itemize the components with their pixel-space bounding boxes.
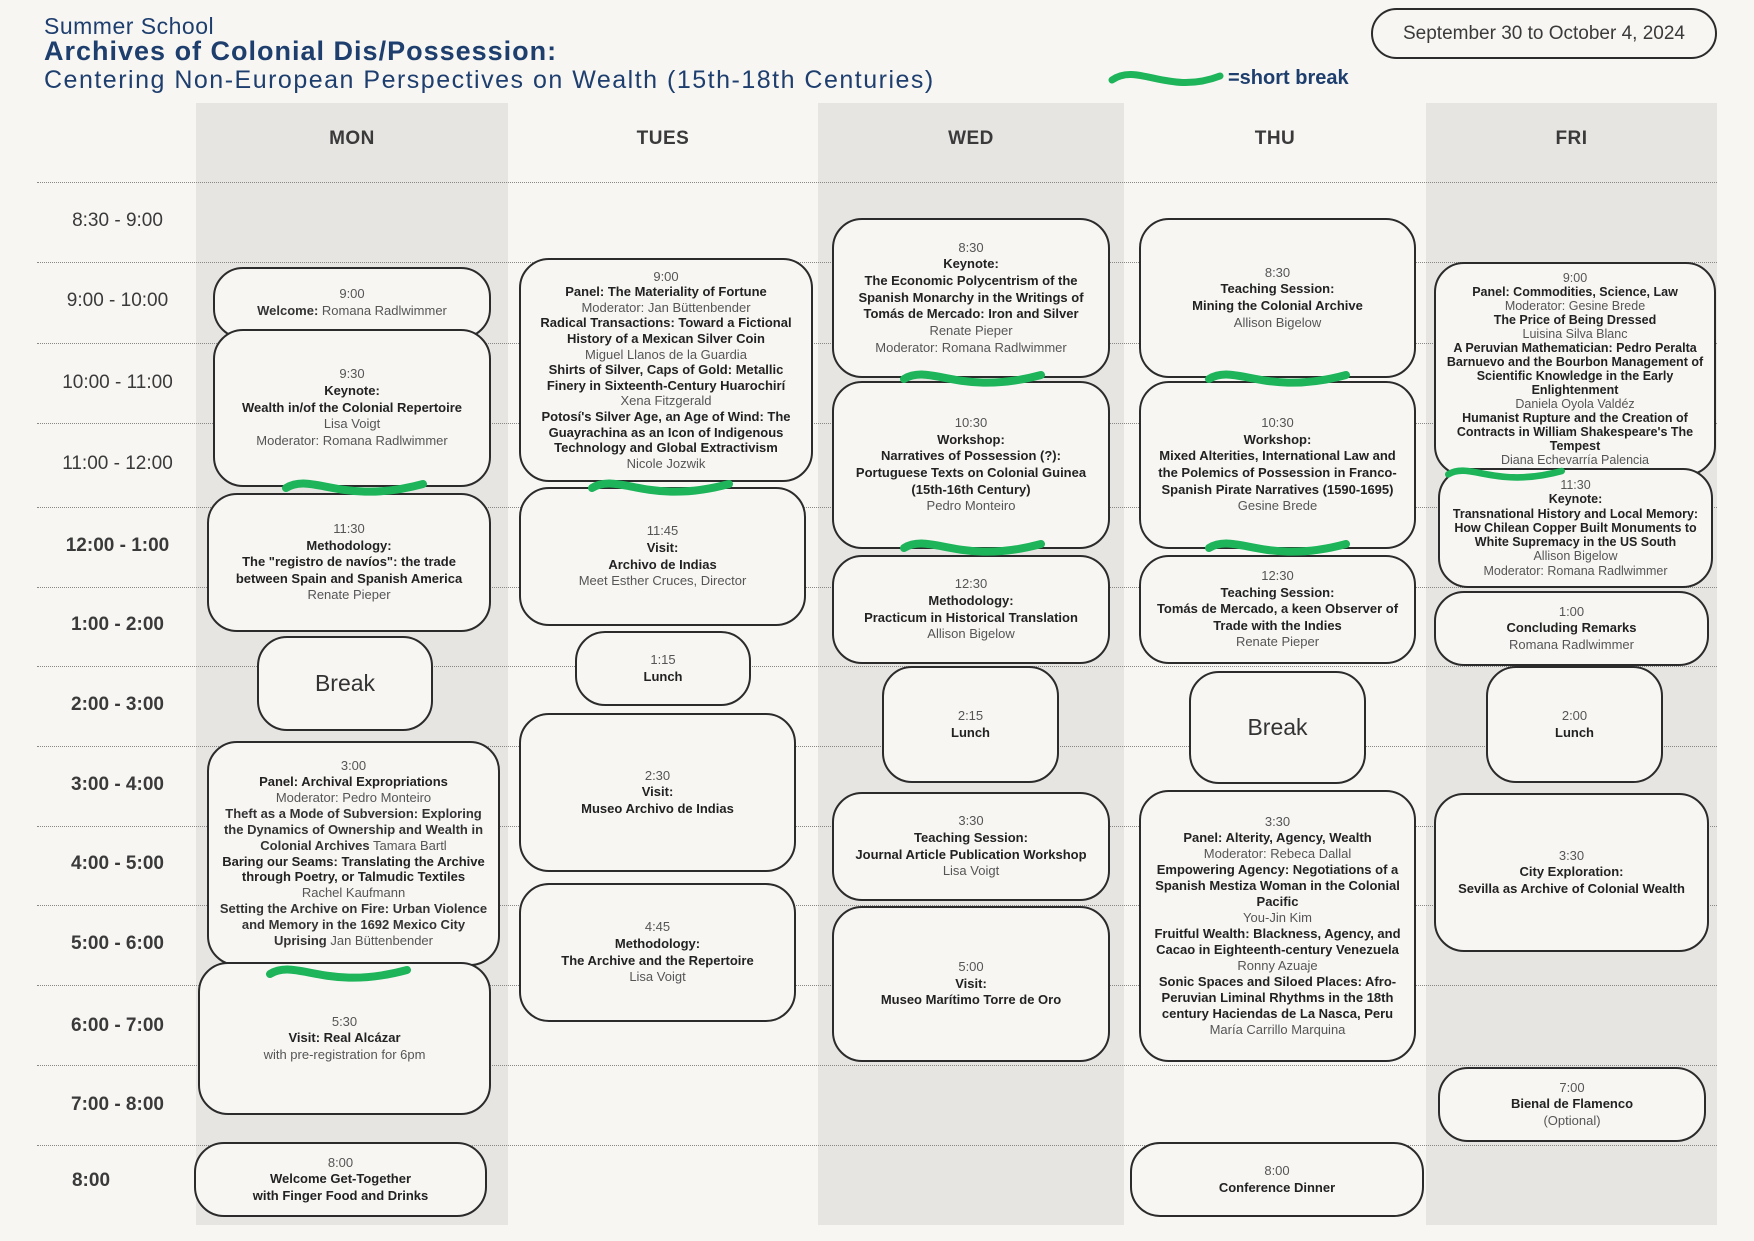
event-time: 7:00	[1559, 1079, 1585, 1095]
paper-title: A Peruvian Mathematician: Pedro Peralta Barnuevo and the Bourbon Management of Scientific Knowledge in the Early Enlightenment	[1446, 341, 1704, 397]
event-label: Visit: Real Alcázar	[288, 1030, 401, 1046]
event-label: Workshop:	[1243, 431, 1312, 447]
paper-title: Theft as a Mode of Subversion: Exploring the Dynamics of Ownership and Wealth in Colonial Archives	[223, 805, 484, 853]
event-thu-panel[interactable]	[1139, 790, 1416, 1062]
event-time: 3:30	[958, 813, 984, 829]
time-label: 12:00 - 1:00	[65, 535, 170, 556]
event-fri-city-exploration[interactable]	[1434, 793, 1709, 952]
event-label: Welcome:	[257, 303, 319, 318]
event-tues-visit-museo[interactable]	[519, 713, 796, 872]
short-break-squiggle-icon	[900, 532, 1045, 568]
event-label: Panel: Archival Expropriations	[259, 773, 448, 789]
event-label: Panel: Commodities, Science, Law	[1472, 285, 1678, 299]
day-header-tues: TUES	[636, 128, 690, 149]
event-label: Lunch	[951, 724, 990, 740]
event-wed-lunch[interactable]	[882, 666, 1059, 783]
event-time: 9:00	[1562, 271, 1588, 285]
short-break-squiggle-icon	[1445, 458, 1565, 494]
legend-label: =short break	[1228, 67, 1349, 89]
speaker: Lisa Voigt	[629, 969, 686, 985]
event-thu-teaching-mercado[interactable]	[1139, 555, 1416, 664]
speaker: Daniela Oyola Valdéz	[1515, 397, 1635, 411]
date-badge	[1371, 8, 1717, 59]
event-time: 11:30	[333, 520, 365, 536]
event-title: Wealth in/of the Colonial Repertoire	[241, 399, 463, 415]
moderator: Moderator: Romana Radlwimmer	[1483, 563, 1668, 578]
event-mon-keynote[interactable]	[213, 329, 491, 487]
day-header-wed: WED	[948, 128, 994, 149]
event-time: 12:30	[1261, 567, 1294, 583]
speaker: Luisina Silva Blanc	[1522, 327, 1628, 341]
event-mon-panel[interactable]	[207, 741, 500, 966]
speaker: Rachel Kaufmann	[301, 885, 406, 901]
event-fri-flamenco[interactable]	[1438, 1067, 1706, 1142]
speaker: You-Jin Kim	[1243, 910, 1312, 926]
paper-title: Shirts of Silver, Caps of Gold: Metallic Finery in Sixteenth-Century Huarochirí	[546, 362, 786, 393]
day-header-fri: FRI	[1555, 128, 1588, 149]
speaker: Diana Echevarría Palencia	[1501, 453, 1649, 467]
event-title: Practicum in Historical Translation	[864, 609, 1078, 625]
paper-title: Empowering Agency: Negotiations of a Spanish Mestiza Woman in the Colonial Pacific	[1155, 862, 1400, 910]
event-thu-workshop[interactable]	[1139, 381, 1416, 549]
event-time: 8:00	[1264, 1162, 1290, 1178]
speaker: Renate Pieper	[929, 322, 1013, 338]
event-wed-workshop[interactable]	[832, 381, 1110, 549]
short-break-squiggle-icon	[266, 958, 411, 994]
event-time: 5:00	[958, 959, 984, 975]
event-mon-methodology[interactable]	[207, 493, 491, 632]
event-wed-keynote[interactable]	[832, 218, 1110, 378]
event-time: 3:30	[1264, 814, 1291, 830]
paper-title: Potosí's Silver Age, an Age of Wind: The Guayrachina as an Icon of Indigenous Technology and Global Extractivism	[541, 408, 791, 456]
page-subtitle: Centering Non-European Perspectives on Wealth (15th-18th Centuries)	[44, 66, 935, 94]
event-time: 9:00	[653, 268, 679, 284]
event-label: Panel: The Materiality of Fortune	[565, 284, 767, 300]
short-break-squiggle-icon	[282, 472, 427, 508]
speaker: Lisa Voigt	[942, 863, 1000, 879]
moderator: Moderator: Romana Radlwimmer	[256, 432, 448, 448]
event-label: City Exploration:	[1519, 864, 1624, 880]
time-label: 8:30 - 9:00	[72, 210, 163, 231]
day-header-thu: THU	[1254, 128, 1296, 149]
event-title: Museo Archivo de Indias	[581, 800, 734, 816]
event-label: Keynote:	[1548, 492, 1603, 507]
time-label: 9:00 - 10:00	[66, 290, 169, 311]
event-title: Sevilla as Archive of Colonial Wealth	[1458, 880, 1685, 896]
break-label: Break	[1247, 713, 1308, 740]
event-title: The Archive and the Repertoire	[561, 952, 754, 968]
event-time: 8:00	[327, 1154, 354, 1170]
event-mon-get-together[interactable]	[194, 1142, 487, 1217]
event-label: Teaching Session:	[914, 829, 1028, 845]
event-tues-panel[interactable]	[519, 258, 813, 482]
event-label: Conference Dinner	[1218, 1179, 1336, 1195]
event-note: (Optional)	[1543, 1112, 1601, 1128]
short-break-legend-icon	[1108, 66, 1224, 94]
event-thu-dinner[interactable]	[1130, 1142, 1424, 1217]
speaker: Allison Bigelow	[1533, 549, 1618, 564]
moderator: Moderator: Jan Büttenbender	[581, 299, 751, 315]
event-time: 12:30	[954, 576, 988, 592]
moderator: Moderator: Romana Radlwimmer	[875, 339, 1067, 355]
speaker: Allison Bigelow	[927, 626, 1015, 642]
event-label: Lunch	[643, 668, 683, 684]
event-label: Concluding Remarks	[1506, 620, 1637, 636]
event-label: Keynote:	[943, 256, 999, 272]
event-fri-panel[interactable]	[1434, 262, 1716, 476]
speaker: Renate Pieper	[1235, 634, 1320, 650]
event-wed-teaching[interactable]	[832, 792, 1110, 901]
time-label: 3:00 - 4:00	[71, 774, 164, 795]
time-label: 2:00 - 3:00	[71, 694, 164, 715]
speaker: Allison Bigelow	[1233, 314, 1322, 330]
event-fri-lunch[interactable]	[1486, 666, 1663, 783]
event-title: Journal Article Publication Workshop	[855, 846, 1087, 862]
event-thu-break[interactable]	[1189, 671, 1366, 784]
speaker: Miguel Llanos de la Guardia	[585, 346, 747, 362]
event-time: 3:30	[1558, 847, 1585, 863]
time-label: 4:00 - 5:00	[71, 853, 164, 874]
event-title: Archivo de Indias	[608, 556, 717, 572]
paper-title: Humanist Rupture and the Creation of Contracts in William Shakespeare's The Tempest	[1456, 411, 1694, 453]
event-label: Workshop:	[937, 431, 1005, 447]
time-label: 11:00 - 12:00	[62, 453, 173, 474]
speaker: Romana Radlwimmer	[1509, 636, 1634, 652]
event-title: The "registro de navíos": the trade between Spain and Spanish America	[235, 554, 463, 586]
event-tues-lunch[interactable]	[575, 631, 751, 706]
speaker: Pedro Monteiro	[926, 498, 1016, 514]
event-label: Bienal de Flamenco	[1510, 1096, 1634, 1112]
event-note: Meet Esther Cruces, Director	[578, 573, 747, 589]
paper-title: The Price of Being Dressed	[1493, 313, 1657, 327]
event-label: Methodology:	[614, 935, 701, 951]
event-label: with Finger Food and Drinks	[252, 1187, 429, 1203]
event-label: Methodology:	[306, 537, 392, 553]
event-title: Mixed Alterities, International Law and the Polemics of Possession in Franco-Spanish Pirate Narratives (1590-1695)	[1158, 448, 1397, 497]
page-title: Archives of Colonial Dis/Possession:	[44, 36, 558, 66]
event-time: 9:30	[339, 366, 365, 382]
moderator: Moderator: Gesine Brede	[1504, 299, 1646, 313]
event-label: Visit:	[955, 975, 987, 991]
time-label: 5:00 - 6:00	[71, 933, 164, 954]
event-mon-break[interactable]	[257, 636, 433, 731]
event-wed-visit[interactable]	[832, 906, 1110, 1062]
event-time: 1:15	[650, 651, 676, 667]
event-time: 11:30	[1560, 478, 1591, 493]
event-label: Visit:	[641, 784, 674, 800]
speaker: Xena Fitzgerald	[620, 393, 712, 409]
break-label: Break	[314, 669, 376, 696]
event-label: Teaching Session:	[1220, 584, 1335, 600]
short-break-squiggle-icon	[1205, 363, 1350, 399]
event-title: The Economic Polycentrism of the Spanish Monarchy in the Writings of Tomás de Mercado: Iron and Silver	[858, 273, 1084, 322]
event-time: 8:30	[1264, 264, 1291, 280]
event-time: 2:00	[1561, 707, 1588, 723]
speaker: Gesine Brede	[1237, 498, 1318, 514]
time-label: 1:00 - 2:00	[71, 614, 164, 635]
time-label: 10:00 - 11:00	[62, 372, 173, 393]
event-thu-teaching-mining[interactable]	[1139, 218, 1416, 378]
event-tues-methodology[interactable]	[519, 883, 796, 1022]
kicker: Summer School	[44, 13, 215, 39]
time-label: 7:00 - 8:00	[71, 1094, 164, 1115]
paper-title: Radical Transactions: Toward a Fictional History of a Mexican Silver Coin	[540, 315, 792, 347]
event-label: Teaching Session:	[1220, 281, 1335, 297]
event-time: 5:30	[331, 1013, 358, 1029]
speaker: Lisa Voigt	[323, 416, 381, 432]
date-range: September 30 to October 4, 2024	[1402, 22, 1685, 44]
grid-line	[37, 182, 1717, 183]
event-title: Mining the Colonial Archive	[1192, 298, 1363, 313]
event-time: 3:00	[340, 757, 367, 773]
event-title: Museo Marítimo Torre de Oro	[880, 992, 1062, 1008]
event-label: Lunch	[1555, 724, 1594, 740]
event-title: Narratives of Possession (?): Portuguese Texts on Colonial Guinea (15th-16th Century)	[855, 448, 1087, 497]
event-time: 8:30	[958, 239, 984, 255]
day-header-mon: MON	[329, 128, 375, 149]
event-label: Methodology:	[928, 592, 1014, 608]
moderator: Moderator: Rebeca Dallal	[1203, 846, 1352, 862]
event-time: 11:45	[646, 523, 679, 539]
event-time: 10:30	[954, 415, 988, 431]
event-label: Keynote:	[324, 383, 380, 399]
short-break-squiggle-icon	[900, 363, 1045, 399]
event-time: 9:00	[339, 286, 365, 302]
speaker: Romana Radlwimmer	[321, 303, 447, 318]
paper-title: Baring our Seams: Translating the Archive through Poetry, or Talmudic Textiles	[222, 853, 485, 885]
speaker: Jan Büttenbender	[330, 933, 433, 949]
event-title: Transnational History and Local Memory: How Chilean Copper Built Monuments to White Supremacy in the US South	[1452, 506, 1699, 550]
event-label: Panel: Alterity, Agency, Wealth	[1183, 830, 1372, 846]
event-label: Visit:	[646, 539, 679, 555]
event-time: 2:30	[644, 767, 671, 783]
speaker: María Carrillo Marquina	[1209, 1021, 1346, 1037]
event-fri-concluding[interactable]	[1434, 591, 1709, 666]
short-break-squiggle-icon	[1205, 532, 1350, 568]
time-label: 6:00 - 7:00	[71, 1015, 164, 1036]
event-time: 1:00	[1558, 603, 1585, 619]
moderator: Moderator: Pedro Monteiro	[275, 789, 432, 805]
speaker: Nicole Jozwik	[626, 455, 706, 471]
event-wed-methodology[interactable]	[832, 555, 1110, 664]
short-break-squiggle-icon	[588, 472, 733, 508]
speaker: Renate Pieper	[307, 587, 391, 603]
paper-title: Setting the Archive on Fire: Urban Violence and Memory in the 1692 Mexico City Uprising	[219, 901, 488, 949]
event-time: 10:30	[1261, 415, 1294, 431]
event-label: Welcome Get-Together	[269, 1171, 412, 1187]
event-title: Tomás de Mercado, a keen Observer of Trade with the Indies	[1156, 601, 1399, 633]
speaker: Ronny Azuaje	[1237, 957, 1318, 973]
event-time: 2:15	[957, 707, 984, 723]
paper-title: Sonic Spaces and Siloed Places: Afro-Peruvian Liminal Rhythms in the 18th century Haciendas de La Nasca, Peru	[1158, 973, 1397, 1021]
speaker: Tamara Bartl	[373, 837, 447, 853]
event-note: with pre-registration for 6pm	[263, 1046, 426, 1062]
paper-title: Fruitful Wealth: Blackness, Agency, and Cacao in Eighteenth-century Venezuela	[1154, 926, 1401, 957]
event-time: 4:45	[644, 919, 671, 935]
time-label: 8:00	[71, 1170, 111, 1191]
